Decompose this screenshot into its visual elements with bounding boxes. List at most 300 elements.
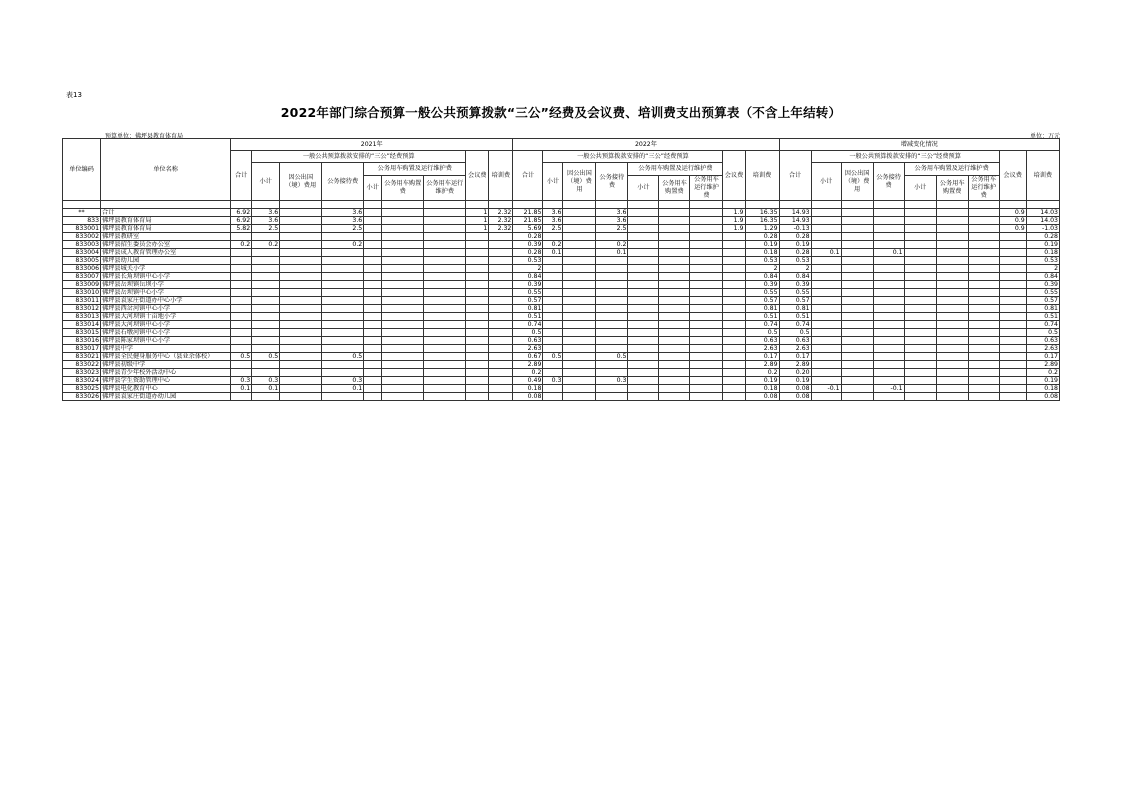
value-cell: 0.53 — [779, 257, 811, 265]
value-cell — [690, 369, 723, 377]
value-cell — [424, 273, 466, 281]
value-cell: 0.18 — [1026, 249, 1059, 257]
value-cell — [596, 313, 628, 321]
value-cell — [628, 257, 659, 265]
value-cell — [628, 217, 659, 225]
value-cell — [659, 313, 690, 321]
value-cell — [873, 345, 904, 353]
value-cell — [968, 385, 999, 393]
unit-name-cell: 佛坪县中学 — [101, 345, 231, 353]
value-cell — [382, 225, 424, 233]
unit-code-cell: 833015 — [63, 329, 101, 337]
header-abroad: 因公出国（境）费用 — [563, 163, 596, 201]
value-cell: 3.6 — [596, 217, 628, 225]
value-cell — [382, 217, 424, 225]
value-cell — [596, 289, 628, 297]
value-cell — [999, 377, 1026, 385]
value-cell — [364, 345, 382, 353]
value-cell — [968, 305, 999, 313]
header-meeting: 会议费 — [999, 151, 1026, 201]
value-cell — [723, 369, 745, 377]
value-cell — [596, 345, 628, 353]
value-cell: 0.19 — [745, 377, 779, 385]
value-cell: 3.6 — [252, 217, 280, 225]
value-cell: 5.69 — [513, 225, 543, 233]
value-cell: 16.35 — [745, 209, 779, 217]
value-cell — [690, 281, 723, 289]
spacer-cell — [841, 201, 873, 209]
value-cell — [382, 313, 424, 321]
value-cell — [690, 257, 723, 265]
value-cell: 0.18 — [513, 385, 543, 393]
spacer-cell — [1026, 201, 1059, 209]
value-cell — [873, 233, 904, 241]
value-cell: 0.84 — [513, 273, 543, 281]
value-cell — [280, 369, 322, 377]
value-cell — [968, 353, 999, 361]
value-cell: 0.39 — [779, 281, 811, 289]
value-cell — [252, 393, 280, 401]
value-cell: 0.55 — [745, 289, 779, 297]
value-cell — [563, 297, 596, 305]
value-cell — [999, 257, 1026, 265]
value-cell — [841, 241, 873, 249]
table-row — [63, 345, 1060, 353]
value-cell — [904, 225, 936, 233]
value-cell: 0.3 — [231, 377, 252, 385]
value-cell — [489, 297, 513, 305]
value-cell — [543, 393, 563, 401]
value-cell — [280, 313, 322, 321]
value-cell — [364, 377, 382, 385]
value-cell — [936, 385, 968, 393]
value-cell: 0.19 — [779, 377, 811, 385]
unit-name-cell: 佛坪县初级中学 — [101, 361, 231, 369]
value-cell — [231, 249, 252, 257]
table-row — [63, 225, 1060, 233]
value-cell — [563, 289, 596, 297]
value-cell — [659, 281, 690, 289]
value-cell — [690, 321, 723, 329]
value-cell — [489, 345, 513, 353]
value-cell — [563, 273, 596, 281]
unit-name-cell: 佛坪县学生资助管理中心 — [101, 377, 231, 385]
value-cell: 2 — [745, 265, 779, 273]
value-cell — [723, 305, 745, 313]
value-cell — [563, 249, 596, 257]
value-cell — [936, 393, 968, 401]
value-cell — [936, 345, 968, 353]
value-cell — [841, 377, 873, 385]
spacer-cell — [659, 201, 690, 209]
unit-name-cell: 佛坪县西岔河镇中心小学 — [101, 305, 231, 313]
value-cell — [690, 393, 723, 401]
value-cell: 0.2 — [596, 241, 628, 249]
value-cell — [841, 385, 873, 393]
value-cell — [231, 273, 252, 281]
value-cell — [382, 369, 424, 377]
value-cell — [904, 377, 936, 385]
value-cell — [628, 225, 659, 233]
value-cell — [543, 265, 563, 273]
value-cell: 0.51 — [745, 313, 779, 321]
value-cell — [252, 369, 280, 377]
header-reception: 公务接待费 — [596, 163, 628, 201]
value-cell — [382, 265, 424, 273]
value-cell — [322, 369, 364, 377]
value-cell — [231, 233, 252, 241]
value-cell: 0.20 — [779, 369, 811, 377]
spacer-cell — [322, 201, 364, 209]
value-cell — [322, 233, 364, 241]
header-car: 公务用车购置及运行维护费 — [364, 163, 466, 176]
unit-code-cell: 833021 — [63, 353, 101, 361]
value-cell — [489, 241, 513, 249]
value-cell — [563, 385, 596, 393]
value-cell: 0.3 — [252, 377, 280, 385]
value-cell — [364, 321, 382, 329]
value-cell — [904, 257, 936, 265]
value-cell — [322, 257, 364, 265]
header-car-purchase: 公务用车购置费 — [382, 176, 424, 201]
table-row — [63, 265, 1060, 273]
header-general: 一般公共预算拨款安排的“三公”经费预算 — [811, 151, 999, 163]
value-cell — [596, 393, 628, 401]
value-cell: 16.35 — [745, 217, 779, 225]
value-cell — [231, 321, 252, 329]
value-cell — [841, 369, 873, 377]
value-cell — [382, 297, 424, 305]
header-car-purchase: 公务用车购置费 — [936, 176, 968, 201]
value-cell — [811, 361, 841, 369]
currency-unit-label: 单位：万元 — [1029, 133, 1060, 140]
unit-name-cell: 佛坪县石墩河镇中心小学 — [101, 329, 231, 337]
value-cell — [322, 361, 364, 369]
value-cell — [936, 273, 968, 281]
value-cell: 0.74 — [513, 321, 543, 329]
value-cell — [424, 353, 466, 361]
value-cell: 0.1 — [543, 249, 563, 257]
value-cell — [841, 273, 873, 281]
value-cell — [466, 281, 489, 289]
value-cell — [811, 329, 841, 337]
value-cell — [364, 361, 382, 369]
value-cell — [424, 241, 466, 249]
value-cell — [659, 249, 690, 257]
value-cell — [723, 273, 745, 281]
value-cell — [424, 233, 466, 241]
value-cell — [489, 313, 513, 321]
value-cell: 0.5 — [745, 329, 779, 337]
value-cell — [280, 353, 322, 361]
value-cell — [424, 385, 466, 393]
value-cell — [424, 289, 466, 297]
value-cell — [841, 233, 873, 241]
value-cell — [489, 337, 513, 345]
value-cell — [628, 313, 659, 321]
value-cell — [723, 361, 745, 369]
value-cell — [596, 321, 628, 329]
budget-unit-label: 预算单位：佛坪县教育体育局 — [105, 133, 184, 140]
unit-name-cell: 佛坪县袁家庄街道办中心小学 — [101, 297, 231, 305]
value-cell: 2.89 — [1026, 361, 1059, 369]
value-cell — [999, 305, 1026, 313]
value-cell — [382, 377, 424, 385]
value-cell — [841, 337, 873, 345]
value-cell: 0.81 — [1026, 305, 1059, 313]
value-cell — [382, 329, 424, 337]
value-cell: 0.1 — [322, 385, 364, 393]
table-row — [63, 217, 1060, 225]
value-cell — [659, 329, 690, 337]
value-cell — [904, 337, 936, 345]
value-cell: -1.03 — [1026, 225, 1059, 233]
value-cell — [489, 353, 513, 361]
value-cell: 1 — [466, 217, 489, 225]
value-cell — [252, 273, 280, 281]
value-cell — [659, 273, 690, 281]
value-cell: 2.32 — [489, 217, 513, 225]
value-cell — [322, 265, 364, 273]
value-cell — [628, 353, 659, 361]
table-row — [63, 241, 1060, 249]
value-cell: 0.51 — [513, 313, 543, 321]
spacer-cell — [101, 201, 231, 209]
value-cell — [811, 321, 841, 329]
value-cell — [690, 249, 723, 257]
value-cell — [723, 329, 745, 337]
value-cell: 0.28 — [779, 233, 811, 241]
spacer-cell — [968, 201, 999, 209]
value-cell — [280, 377, 322, 385]
value-cell — [466, 241, 489, 249]
unit-code-cell: 833022 — [63, 361, 101, 369]
value-cell — [543, 273, 563, 281]
value-cell — [280, 265, 322, 273]
header-subtotal: 小计 — [252, 163, 280, 201]
value-cell — [543, 361, 563, 369]
value-cell: 0.55 — [779, 289, 811, 297]
spacer-cell — [811, 201, 841, 209]
value-cell — [424, 225, 466, 233]
value-cell — [628, 369, 659, 377]
value-cell — [563, 257, 596, 265]
value-cell — [873, 265, 904, 273]
value-cell — [364, 233, 382, 241]
value-cell — [489, 305, 513, 313]
value-cell — [466, 257, 489, 265]
spacer-cell — [936, 201, 968, 209]
value-cell — [543, 329, 563, 337]
value-cell: 0.39 — [1026, 281, 1059, 289]
value-cell — [364, 257, 382, 265]
unit-code-cell: 833024 — [63, 377, 101, 385]
value-cell: 14.93 — [779, 217, 811, 225]
value-cell: 0.1 — [873, 249, 904, 257]
value-cell — [690, 329, 723, 337]
value-cell — [811, 225, 841, 233]
value-cell — [563, 329, 596, 337]
value-cell — [596, 329, 628, 337]
value-cell — [382, 241, 424, 249]
value-cell — [563, 281, 596, 289]
value-cell — [596, 369, 628, 377]
value-cell — [723, 241, 745, 249]
value-cell: 14.93 — [779, 209, 811, 217]
unit-name-cell: 佛坪县幼儿园 — [101, 257, 231, 265]
value-cell — [231, 289, 252, 297]
value-cell — [563, 305, 596, 313]
table-row — [63, 209, 1060, 217]
value-cell — [280, 273, 322, 281]
value-cell — [628, 297, 659, 305]
value-cell — [364, 241, 382, 249]
value-cell: 0.1 — [811, 249, 841, 257]
value-cell — [659, 257, 690, 265]
value-cell — [252, 289, 280, 297]
value-cell — [873, 321, 904, 329]
value-cell — [811, 369, 841, 377]
unit-code-cell: 833014 — [63, 321, 101, 329]
value-cell: 2.89 — [745, 361, 779, 369]
value-cell — [999, 345, 1026, 353]
value-cell: 0.53 — [513, 257, 543, 265]
value-cell — [596, 273, 628, 281]
unit-name-cell: 佛坪县大河坝镇十亩地小学 — [101, 313, 231, 321]
value-cell — [723, 377, 745, 385]
value-cell — [936, 369, 968, 377]
unit-code-cell: 833025 — [63, 385, 101, 393]
value-cell: 0.9 — [999, 209, 1026, 217]
value-cell — [904, 209, 936, 217]
value-cell — [904, 249, 936, 257]
value-cell: 0.39 — [745, 281, 779, 289]
table-row — [63, 273, 1060, 281]
value-cell — [999, 337, 1026, 345]
value-cell — [904, 369, 936, 377]
value-cell — [690, 313, 723, 321]
value-cell — [252, 329, 280, 337]
value-cell — [811, 313, 841, 321]
value-cell: 5.82 — [231, 225, 252, 233]
header-training: 培训费 — [745, 151, 779, 201]
value-cell — [252, 233, 280, 241]
value-cell — [563, 377, 596, 385]
value-cell — [690, 361, 723, 369]
unit-code-cell: 833023 — [63, 369, 101, 377]
value-cell: -0.1 — [811, 385, 841, 393]
unit-name-cell: 佛坪县岳坝镇中心小学 — [101, 289, 231, 297]
header-car-operation: 公务用车运行维护费 — [968, 176, 999, 201]
value-cell — [489, 329, 513, 337]
value-cell: 0.2 — [231, 241, 252, 249]
value-cell — [231, 313, 252, 321]
value-cell: 0.2 — [543, 241, 563, 249]
value-cell: 2.89 — [513, 361, 543, 369]
value-cell — [252, 337, 280, 345]
value-cell — [723, 393, 745, 401]
value-cell — [322, 313, 364, 321]
spacer-cell — [382, 201, 424, 209]
value-cell — [904, 265, 936, 273]
value-cell — [231, 337, 252, 345]
value-cell — [424, 369, 466, 377]
value-cell: 0.5 — [322, 353, 364, 361]
value-cell — [904, 305, 936, 313]
value-cell — [811, 273, 841, 281]
value-cell — [659, 265, 690, 273]
value-cell — [904, 233, 936, 241]
value-cell: 0.08 — [779, 385, 811, 393]
value-cell — [231, 281, 252, 289]
value-cell — [466, 361, 489, 369]
table-row — [63, 385, 1060, 393]
unit-code-cell: 833010 — [63, 289, 101, 297]
value-cell — [904, 297, 936, 305]
value-cell — [382, 249, 424, 257]
value-cell: 0.19 — [745, 241, 779, 249]
value-cell: 0.28 — [779, 249, 811, 257]
value-cell — [364, 329, 382, 337]
budget-table — [62, 138, 1060, 401]
value-cell — [563, 265, 596, 273]
unit-name-cell: 佛坪县袁家庄街道办幼儿园 — [101, 393, 231, 401]
spacer-cell — [873, 201, 904, 209]
value-cell — [968, 345, 999, 353]
value-cell — [659, 385, 690, 393]
value-cell — [424, 361, 466, 369]
value-cell: 2 — [1026, 265, 1059, 273]
value-cell — [466, 233, 489, 241]
value-cell — [543, 257, 563, 265]
value-cell — [904, 241, 936, 249]
unit-name-cell: 佛坪县城关小学 — [101, 265, 231, 273]
value-cell — [968, 321, 999, 329]
spacer-cell — [690, 201, 723, 209]
header-meeting: 会议费 — [723, 151, 745, 201]
value-cell — [690, 345, 723, 353]
header-car: 公务用车购置及运行维护费 — [904, 163, 999, 176]
value-cell — [999, 241, 1026, 249]
value-cell — [659, 209, 690, 217]
value-cell — [280, 297, 322, 305]
value-cell: 0.74 — [745, 321, 779, 329]
value-cell — [382, 361, 424, 369]
value-cell — [968, 273, 999, 281]
header-general: 一般公共预算拨款安排的“三公”经费预算 — [252, 151, 466, 163]
table-row — [63, 393, 1060, 401]
value-cell — [252, 281, 280, 289]
value-cell — [424, 265, 466, 273]
value-cell — [904, 289, 936, 297]
value-cell — [424, 217, 466, 225]
value-cell: 0.3 — [322, 377, 364, 385]
value-cell — [252, 345, 280, 353]
value-cell — [904, 273, 936, 281]
value-cell — [466, 297, 489, 305]
unit-name-cell: 佛坪县全民健身服务中心（县业余体校） — [101, 353, 231, 361]
value-cell — [968, 377, 999, 385]
value-cell — [628, 249, 659, 257]
value-cell — [841, 297, 873, 305]
value-cell — [322, 281, 364, 289]
value-cell: 0.63 — [745, 337, 779, 345]
value-cell: 14.03 — [1026, 209, 1059, 217]
value-cell: 2 — [513, 265, 543, 273]
value-cell — [563, 313, 596, 321]
value-cell: 1 — [466, 209, 489, 217]
value-cell — [563, 353, 596, 361]
